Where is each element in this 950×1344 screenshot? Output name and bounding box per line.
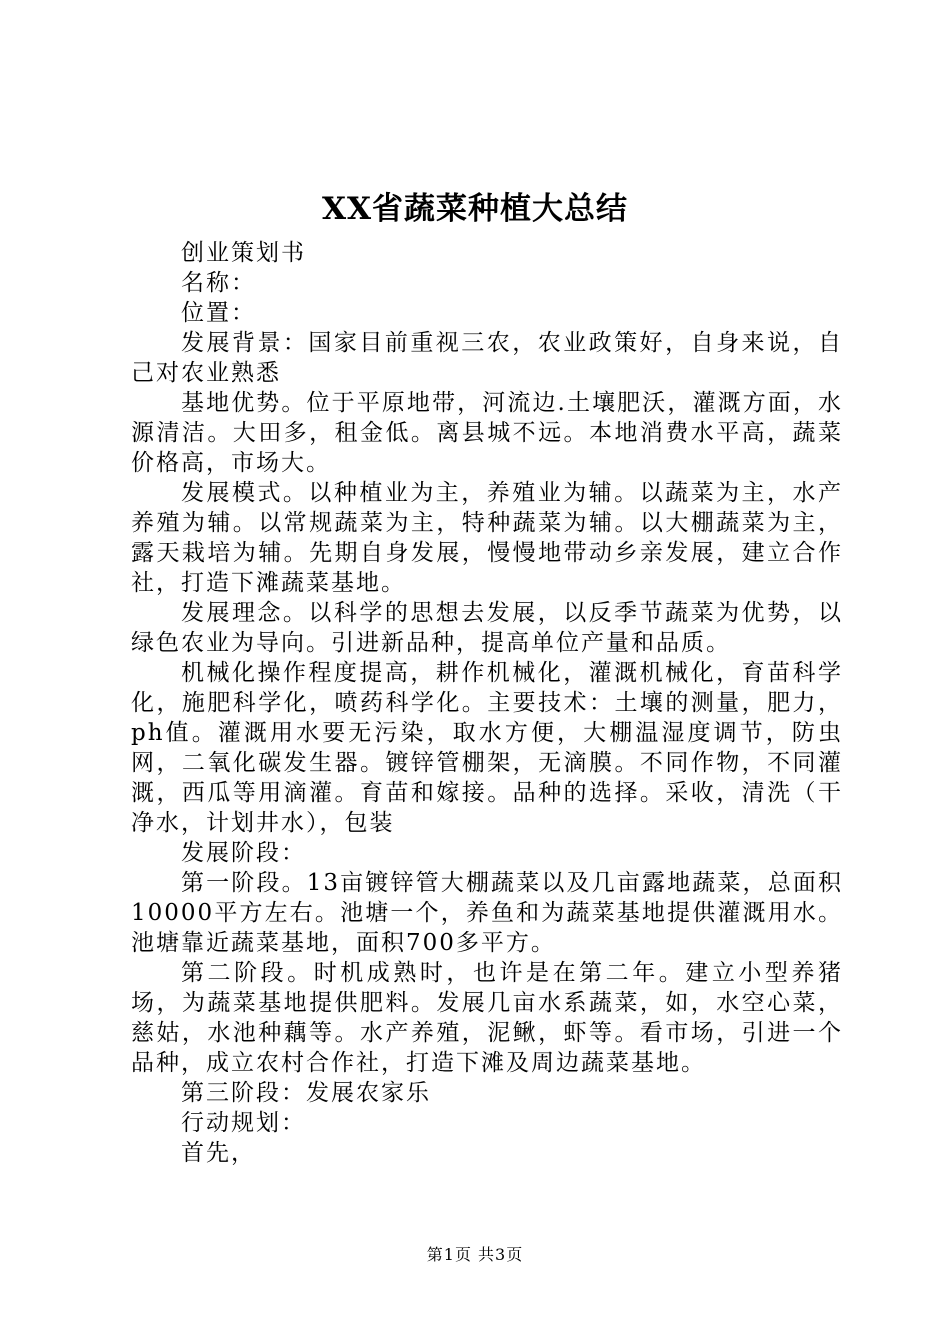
paragraph-background: 发展背景：国家目前重视三农，农业政策好，自身来说，自己对农业熟悉 xyxy=(131,330,843,386)
paragraph-action-plan: 行动规划： xyxy=(181,1110,306,1136)
paragraph-development-philosophy: 发展理念。以科学的思想去发展，以反季节蔬菜为优势，以绿色农业为导向。引进新品种，提高单位产量和品质。 xyxy=(131,600,843,656)
paragraph-stage-three: 第三阶段：发展农家乐 xyxy=(181,1080,431,1106)
document-body xyxy=(131,238,843,1168)
paragraph-name-field: 名称： xyxy=(181,270,256,296)
paragraph-stage-two: 第二阶段。时机成熟时，也许是在第二年。建立小型养猪场，为蔬菜基地提供肥料。发展几亩水系蔬菜，如，水空心菜，慈姑，水池种藕等。水产养殖，泥鳅，虾等。看市场，引进一个品种，成立农村合作社，打造下滩及周边蔬菜基地。 xyxy=(131,960,843,1076)
paragraph-location-field: 位置： xyxy=(181,300,256,326)
paragraph-first: 首先， xyxy=(181,1140,256,1166)
paragraph-stage-one: 第一阶段。13亩镀锌管大棚蔬菜以及几亩露地蔬菜，总面积10000平方左右。池塘一个，养鱼和为蔬菜基地提供灌溉用水。池塘靠近蔬菜基地，面积700多平方。 xyxy=(131,870,843,956)
paragraph-subtitle: 创业策划书 xyxy=(181,240,306,266)
paragraph-mechanization: 机械化操作程度提高，耕作机械化，灌溉机械化，育苗科学化，施肥科学化，喷药科学化。主要技术：土壤的测量，肥力，ph值。灌溉用水要无污染，取水方便，大棚温湿度调节，防虫网，二氧化碳发生器。镀锌管棚架，无滴膜。不同作物，不同灌溉，西瓜等用滴灌。育苗和嫁接。品种的选择。采收，清洗（干净水，计划井水），包装 xyxy=(131,660,843,836)
paragraph-stages-heading: 发展阶段： xyxy=(181,840,306,866)
document-title: XX省蔬菜种植大总结 xyxy=(321,191,629,227)
paragraph-development-model: 发展模式。以种植业为主，养殖业为辅。以蔬菜为主，水产养殖为辅。以常规蔬菜为主，特种蔬菜为辅。以大棚蔬菜为主，露天栽培为辅。先期自身发展，慢慢地带动乡亲发展，建立合作社，打造下滩蔬菜基地。 xyxy=(131,480,843,596)
page-number-footer: 第1页 共3页 xyxy=(426,1245,524,1264)
paragraph-base-advantages: 基地优势。位于平原地带，河流边.土壤肥沃，灌溉方面，水源清洁。大田多，租金低。离县城不远。本地消费水平高，蔬菜价格高，市场大。 xyxy=(131,390,843,476)
